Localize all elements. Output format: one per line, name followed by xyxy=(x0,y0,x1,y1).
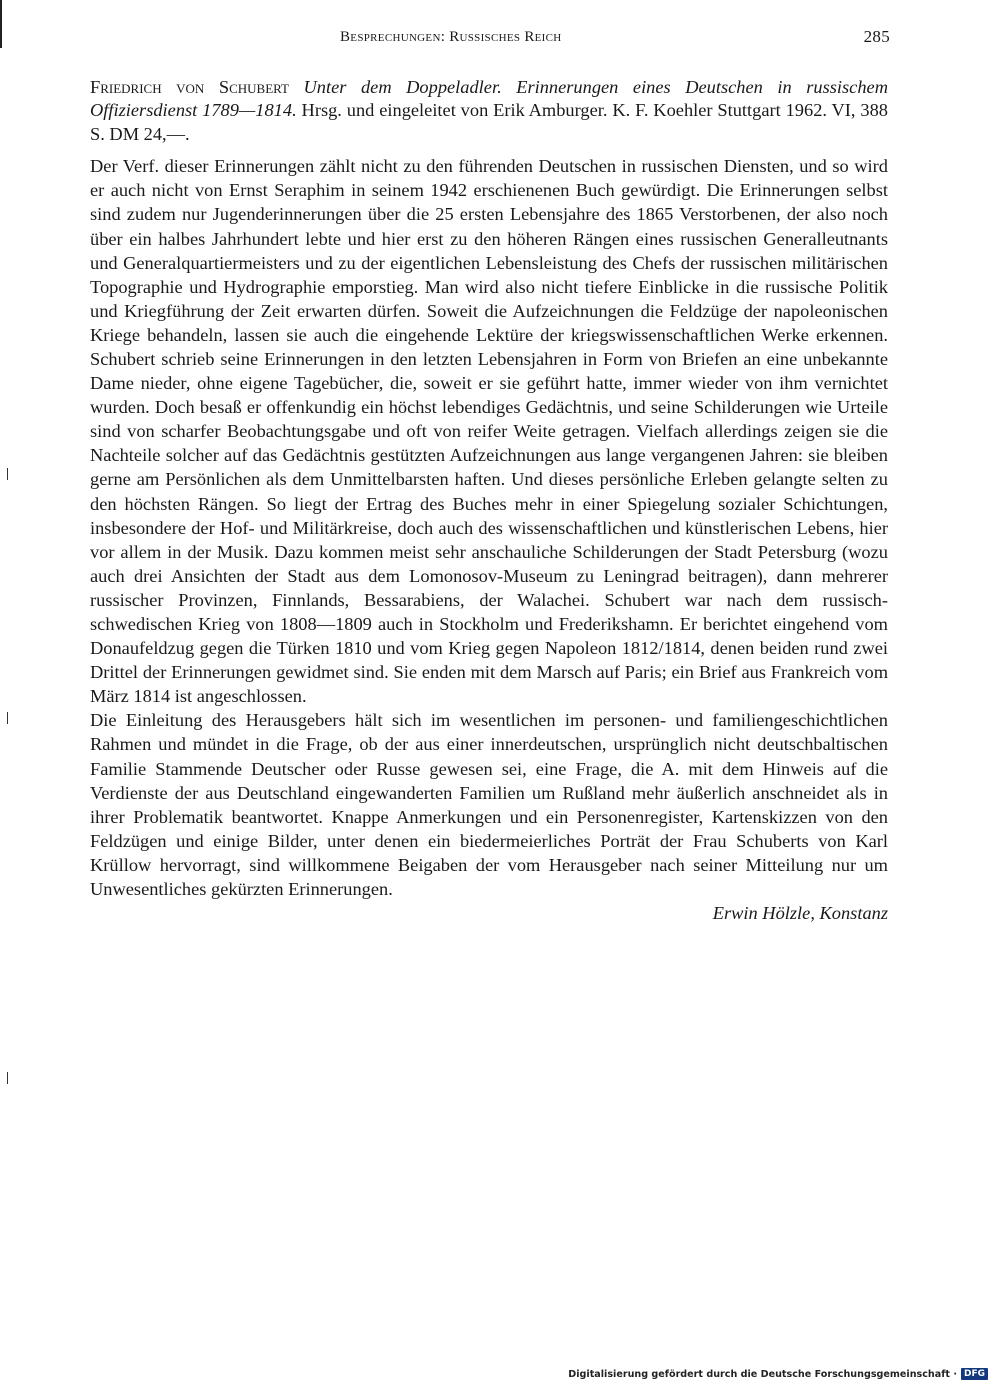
scan-edge-line xyxy=(0,0,2,48)
scan-edge-mark xyxy=(7,712,8,724)
reviewer-signature: Erwin Hölzle, Konstanz xyxy=(712,903,888,924)
book-citation xyxy=(90,76,888,146)
review-paragraph: Der Verf. dieser Erinnerungen zählt nicht zu den führenden Deutschen in russischen Diensten, und so wird er auch nicht von Ernst Seraphim in seinem 1942 erschienenen Buch gewürdigt. Die Erinnerungen selbst sind zudem nur Jugenderinnerungen über die 25 ersten Lebensjahre des 1865 Verstorbenen, der also noch über ein halbes Jahrhundert lebte und hier erst zu den höheren Rängen eines russischen Generalleutnants und Generalquartiermeisters und zu der eigentlichen Lebensleistung des Chefs der russischen militärischen Topographie und Hydrographie emporstieg. Man wird also nicht tiefere Einblicke in die russische Politik und Kriegführung der Zeit erwarten dürfen. Soweit die Aufzeichnungen die Feldzüge der napoleonischen Kriege behandeln, lassen sie auch die eingehende Lektüre der kriegswissenschaftlichen Werke erkennen. Schubert schrieb seine Erinnerungen in den letzten Lebensjahren in Form von Briefen an eine unbekannte Dame nieder, ohne eigene Tagebücher, die, soweit er sie geführt hatte, immer wieder von ihm vernichtet wurden. Doch besaß er offenkundig ein höchst lebendiges Gedächtnis, und seine Schilderungen wie Urteile sind von scharfer Beobachtungsgabe und oft von reifer Weite getragen. Vielfach allerdings zeigen sie die Nachteile solcher auf das Gedächtnis gestützten Aufzeichnungen aus lange vergangenen Jahren: sie bleiben gerne am Persönlichen als dem Unmittelbarsten haften. Und dieses persönliche Erleben gelangte selten zu den höchsten Rängen. So liegt der Ertrag des Buches mehr in einer Spiegelung sozialer Schichtungen, insbesondere der Hof- und Militärkreise, doch auch des wissenschaftlichen und künstlerischen Lebens, hier vor allem in der Musik. Dazu kommen meist sehr anschauliche Schilderungen der Stadt Petersburg (wozu auch drei Ansichten der Stadt aus dem Lomonosov-Museum zu Leningrad beitragen), dann mehrerer russischer Provinzen, Finnlands, Bessarabiens, der Walachei. Schubert war nach dem russisch-schwedischen Krieg von 1808—1809 auch in Stockholm und Frederikshamn. Er berichtet eingehend vom Donaufeldzug gegen die Türken 1810 und vom Krieg gegen Napoleon 1812/1814, denen beiden rund zwei Drittel der Erinnerungen gewidmet sind. Sie enden mit dem Marsch auf Paris; ein Brief aus Frankreich vom März 1814 ist angeschlossen. xyxy=(90,156,888,707)
page-number: 285 xyxy=(863,27,890,46)
footer-text: Digitalisierung gefördert durch die Deutsche Forschungsgemeinschaft · xyxy=(568,1368,957,1380)
page-header xyxy=(340,29,890,53)
citation-details: Hrsg. und eingeleitet von Erik Amburger. K. F. Koehler Stuttgart 1962. VI, 388 S. DM 24,—. xyxy=(90,100,888,144)
dfg-logo-icon: DFG xyxy=(961,1368,988,1380)
review-paragraph: Die Einleitung des Herausgebers hält sich im wesentlichen im personen- und familiengeschichtlichen Rahmen und mündet in die Frage, ob der aus einer innerdeutschen, ursprünglich nicht deutschbaltischen Familie Stammende Deutscher oder Russe gewesen sei, eine Frage, die A. mit dem Hinweis auf die Verdienste der aus Deutschland eingewanderten Familien um Rußland mehr äußerlich anschneidet als in ihrer Problematik beantwortet. Knappe Anmerkungen und ein Personenregister, Kartenskizzen von den Feldzügen und einige Bilder, unter denen ein biedermeierliches Porträt der Frau Schuberts von Karl Krüllow hervorragt, sind willkommene Beigaben der vom Herausgeber nach seiner Mitteilung nur um Unwesentliches gekürzten Erinnerungen. xyxy=(90,710,888,900)
digitization-footer xyxy=(568,1368,988,1380)
citation-author: Friedrich von Schubert xyxy=(90,77,289,97)
citation-title: Unter dem Doppeladler. Erinnerungen eines Deutschen in russischem Offiziersdienst 1789—1814. xyxy=(90,77,888,121)
review-body xyxy=(90,76,888,925)
running-head: Besprechungen: Russisches Reich xyxy=(340,29,562,45)
scan-edge-mark xyxy=(7,1072,8,1084)
scan-edge-mark xyxy=(7,468,8,480)
